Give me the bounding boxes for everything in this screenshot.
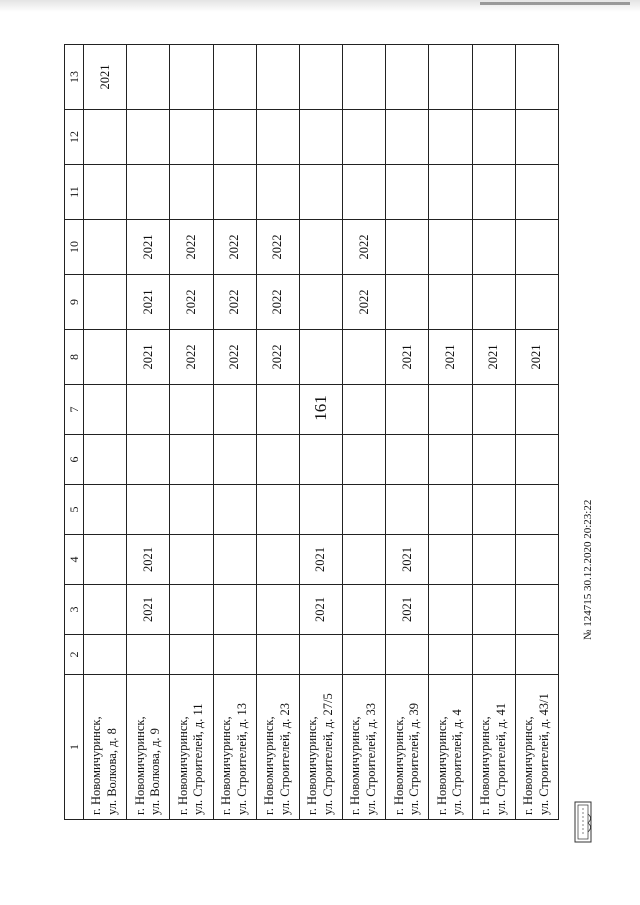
address-city: г. Новомичуринск,: [218, 716, 233, 815]
address-city: г. Новомичуринск,: [521, 716, 536, 815]
year-cell: [472, 385, 515, 435]
table-row: [515, 45, 558, 820]
year-cell: [170, 45, 213, 110]
address-cell: [515, 675, 558, 820]
address-cell: [170, 675, 213, 820]
year-cell: [84, 635, 127, 675]
column-header: 1: [65, 675, 84, 820]
year-cell: 2021: [515, 330, 558, 385]
address-cell: [256, 675, 299, 820]
year-cell: [386, 110, 429, 165]
year-cell: [213, 435, 256, 485]
year-cell: [256, 165, 299, 220]
year-cell: [515, 165, 558, 220]
year-cell: 2021: [472, 330, 515, 385]
year-cell: [429, 635, 472, 675]
address-city: г. Новомичуринск,: [305, 716, 320, 815]
year-cell: 2022: [256, 330, 299, 385]
column-header: 5: [65, 485, 84, 535]
year-cell: [213, 385, 256, 435]
address-cell: [343, 675, 386, 820]
address-street: ул. Строителей, д. 4: [450, 709, 465, 815]
year-cell: [343, 330, 386, 385]
address-city: г. Новомичуринск,: [262, 716, 277, 815]
column-header: 4: [65, 535, 84, 585]
table-row: [170, 45, 213, 820]
year-cell: [472, 485, 515, 535]
year-cell: [515, 220, 558, 275]
year-cell: [256, 535, 299, 585]
year-cell: [343, 535, 386, 585]
column-header: 6: [65, 435, 84, 485]
table-row: [343, 45, 386, 820]
year-cell: [299, 110, 342, 165]
year-cell: 2021: [127, 585, 170, 635]
address-city: г. Новомичуринск,: [391, 716, 406, 815]
year-cell: [84, 275, 127, 330]
year-cell: [127, 435, 170, 485]
year-cell: [127, 110, 170, 165]
year-cell: 2021: [429, 330, 472, 385]
address-street: ул. Строителей, д. 11: [191, 703, 206, 815]
year-cell: [213, 165, 256, 220]
year-cell: [299, 635, 342, 675]
table-row: [386, 45, 429, 820]
year-cell: [84, 435, 127, 485]
year-cell: 2021: [386, 330, 429, 385]
year-cell: [299, 485, 342, 535]
year-cell: [386, 275, 429, 330]
year-cell: [213, 585, 256, 635]
column-header: 9: [65, 275, 84, 330]
year-cell: [84, 485, 127, 535]
year-cell: [472, 275, 515, 330]
year-cell: [515, 485, 558, 535]
year-cell: [429, 275, 472, 330]
year-cell: [472, 435, 515, 485]
year-cell: [343, 585, 386, 635]
year-cell: [84, 385, 127, 435]
year-cell: [472, 110, 515, 165]
year-cell: [515, 385, 558, 435]
year-cell: [515, 45, 558, 110]
year-cell: 2022: [170, 275, 213, 330]
year-cell: [515, 110, 558, 165]
address-city: г. Новомичуринск,: [434, 716, 449, 815]
year-cell: [299, 220, 342, 275]
year-cell: 2021: [386, 585, 429, 635]
year-cell: [256, 110, 299, 165]
year-cell: 2022: [256, 220, 299, 275]
column-header: 3: [65, 585, 84, 635]
year-cell: [170, 385, 213, 435]
year-cell: 2022: [343, 275, 386, 330]
year-cell: [472, 45, 515, 110]
year-cell: [429, 45, 472, 110]
year-cell: 2021: [127, 220, 170, 275]
year-cell: 2021: [299, 585, 342, 635]
year-cell: [256, 585, 299, 635]
year-cell: [84, 220, 127, 275]
address-street: ул. Строителей, д. 33: [364, 702, 379, 815]
address-cell: [127, 675, 170, 820]
table-row: [299, 45, 342, 820]
year-cell: [213, 485, 256, 535]
address-street: ул. Строителей, д. 39: [407, 702, 422, 815]
table-header-row: [65, 45, 84, 820]
address-cell: [213, 675, 256, 820]
year-cell: [386, 435, 429, 485]
address-street: ул. Волкова, д. 8: [105, 728, 120, 815]
year-cell: [343, 485, 386, 535]
year-cell: 2021: [127, 330, 170, 385]
table-row: [472, 45, 515, 820]
address-street: ул. Волкова, д. 9: [148, 728, 163, 815]
year-cell: [256, 45, 299, 110]
year-cell: [343, 45, 386, 110]
year-cell: 2022: [343, 220, 386, 275]
year-cell: [256, 485, 299, 535]
year-cell: [84, 165, 127, 220]
year-cell: 2021: [299, 535, 342, 585]
table-row: [429, 45, 472, 820]
year-cell: [170, 485, 213, 535]
year-cell: [299, 330, 342, 385]
year-cell: [299, 45, 342, 110]
year-cell: 2022: [213, 330, 256, 385]
table-row: [127, 45, 170, 820]
year-cell: [343, 110, 386, 165]
year-cell: [213, 45, 256, 110]
year-cell: [515, 585, 558, 635]
address-street: ул. Строителей, д. 13: [234, 702, 249, 815]
year-cell: [299, 435, 342, 485]
year-cell: [429, 385, 472, 435]
table-row: [213, 45, 256, 820]
year-cell: [515, 635, 558, 675]
year-cell: [515, 535, 558, 585]
year-cell: 2021: [386, 535, 429, 585]
address-city: г. Новомичуринск,: [478, 716, 492, 815]
year-cell: [256, 635, 299, 675]
year-cell: [170, 435, 213, 485]
column-header: 11: [65, 165, 84, 220]
year-cell: [127, 165, 170, 220]
year-cell: [386, 485, 429, 535]
year-cell: [299, 275, 342, 330]
year-cell: 2022: [170, 220, 213, 275]
year-cell: 2022: [213, 220, 256, 275]
address-street: ул. Строителей, д. 27/5: [320, 693, 335, 815]
year-cell: [515, 435, 558, 485]
table-row: [84, 45, 127, 820]
year-cell: [256, 385, 299, 435]
year-cell: [386, 45, 429, 110]
year-cell: [472, 535, 515, 585]
year-cell: 2022: [213, 275, 256, 330]
year-cell: [84, 535, 127, 585]
column-header: 7: [65, 385, 84, 435]
year-cell: [127, 385, 170, 435]
page-number: 161: [311, 395, 330, 421]
schedule-table: [64, 44, 559, 820]
year-cell: [170, 110, 213, 165]
year-cell: [472, 635, 515, 675]
year-cell: [386, 220, 429, 275]
year-cell: [343, 385, 386, 435]
table-row: [256, 45, 299, 820]
address-city: г. Новомичуринск,: [89, 716, 104, 815]
address-street: ул. Строителей, д. 43/1: [536, 693, 551, 815]
year-cell: [213, 110, 256, 165]
year-cell: [429, 220, 472, 275]
year-cell: [343, 435, 386, 485]
year-cell: [299, 165, 342, 220]
year-cell: [213, 535, 256, 585]
year-cell: [472, 585, 515, 635]
year-cell: 2021: [84, 45, 127, 110]
table-body: [84, 45, 559, 820]
address-city: г. Новомичуринск,: [132, 716, 147, 815]
year-cell: [170, 165, 213, 220]
address-cell: [299, 675, 342, 820]
column-header: 12: [65, 110, 84, 165]
year-cell: [127, 635, 170, 675]
year-cell: [84, 330, 127, 385]
year-cell: [84, 110, 127, 165]
year-cell: [170, 635, 213, 675]
address-city: г. Новомичуринск,: [175, 716, 190, 815]
year-cell: [429, 485, 472, 535]
year-cell: 2021: [127, 535, 170, 585]
rotated-table-wrapper: [64, 45, 559, 820]
column-header: 2: [65, 635, 84, 675]
year-cell: 2022: [256, 275, 299, 330]
address-cell: [84, 675, 127, 820]
address-cell: [429, 675, 472, 820]
year-cell: [386, 385, 429, 435]
year-cell: [127, 485, 170, 535]
year-cell: [429, 165, 472, 220]
year-cell: [429, 110, 472, 165]
year-cell: [127, 45, 170, 110]
year-cell: [429, 535, 472, 585]
year-cell: [170, 585, 213, 635]
year-cell: [386, 165, 429, 220]
year-cell: [429, 435, 472, 485]
year-cell: [84, 585, 127, 635]
year-cell: [472, 220, 515, 275]
column-header: 13: [65, 45, 84, 110]
address-street: ул. Строителей, д. 41: [493, 702, 508, 815]
year-cell: 2022: [170, 330, 213, 385]
address-cell: [472, 675, 515, 820]
year-cell: [386, 635, 429, 675]
year-cell: [170, 535, 213, 585]
year-cell: [213, 635, 256, 675]
year-cell: [343, 635, 386, 675]
document-registration-stamp: № 124715 30.12.2020 20:23:22: [582, 499, 594, 640]
year-cell: [472, 165, 515, 220]
electronic-signature-icon: [572, 800, 594, 846]
column-header: 10: [65, 220, 84, 275]
year-cell: [299, 385, 342, 435]
address-street: ул. Строителей, д. 23: [277, 702, 292, 815]
address-city: г. Новомичуринск,: [348, 716, 363, 815]
year-cell: 2021: [127, 275, 170, 330]
year-cell: [343, 165, 386, 220]
year-cell: [515, 275, 558, 330]
address-cell: [386, 675, 429, 820]
year-cell: [429, 585, 472, 635]
year-cell: [256, 435, 299, 485]
scan-edge: [0, 0, 640, 12]
column-header: 8: [65, 330, 84, 385]
